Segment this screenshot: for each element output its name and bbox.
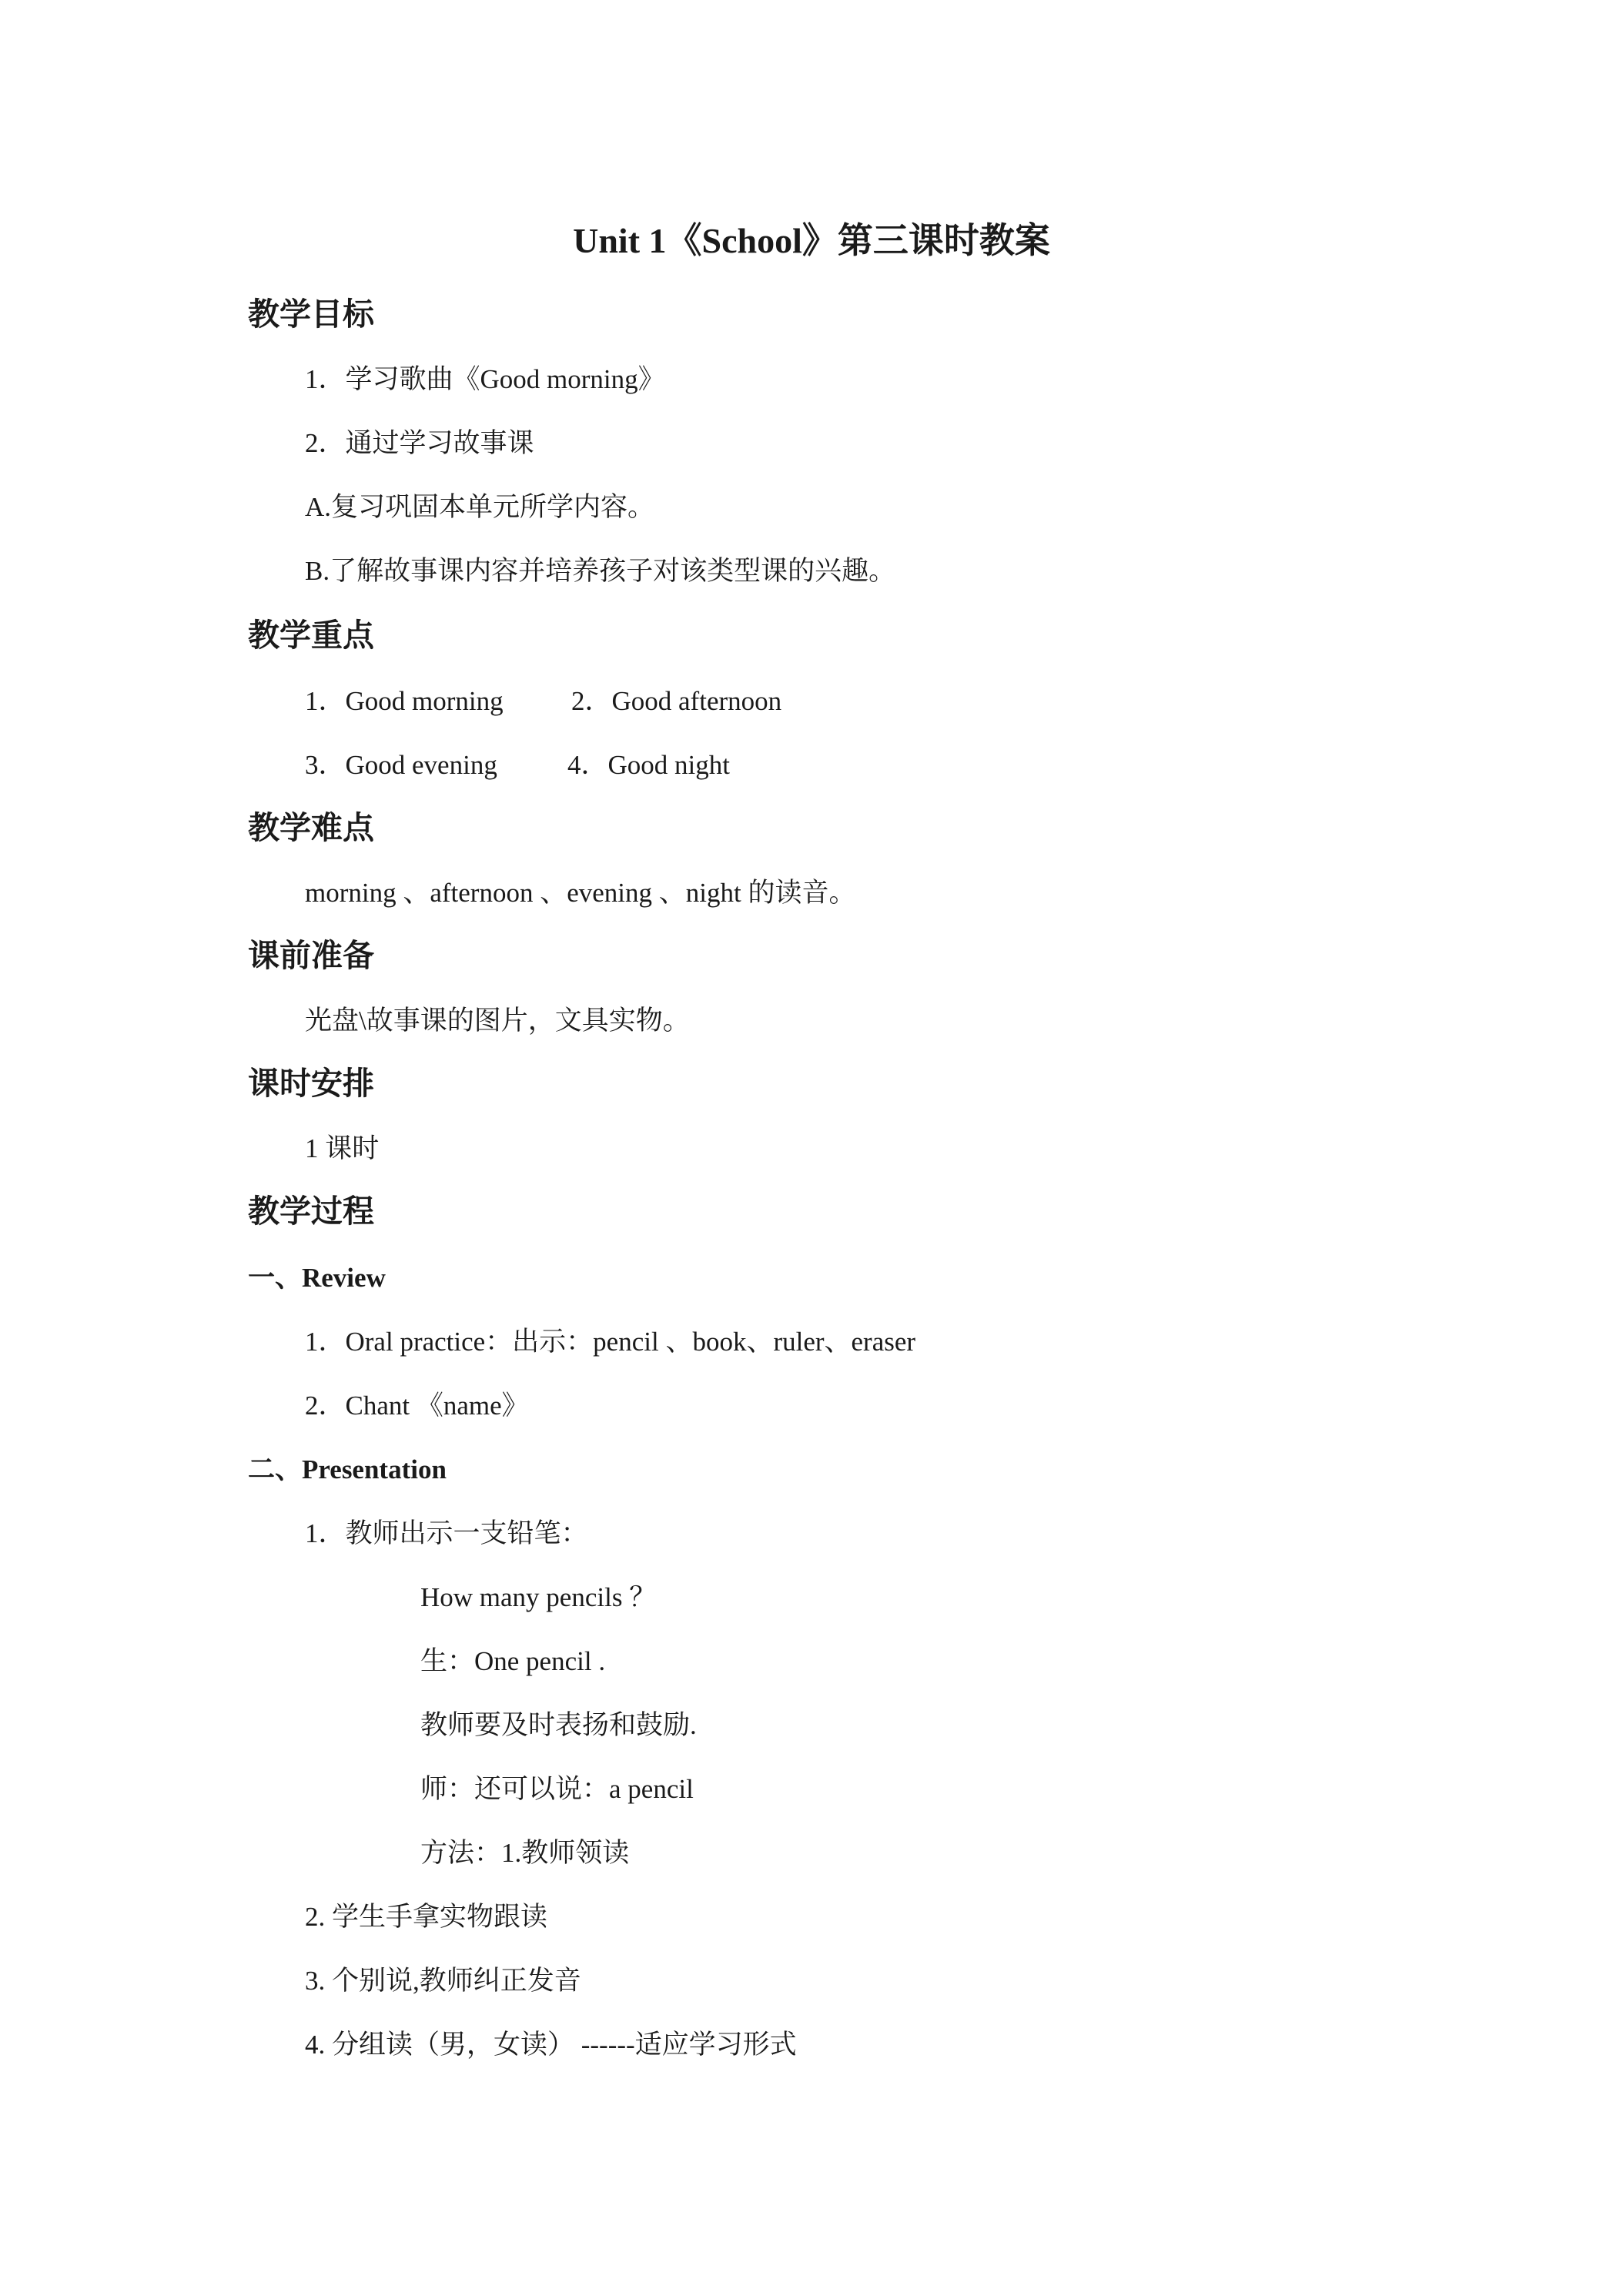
- presentation-step: 4. 分组读（男，女读） ------适应学习形式: [305, 2030, 797, 2060]
- key-point-item: 4．Good night: [567, 750, 730, 780]
- schedule-text: 1 课时: [305, 1133, 380, 1163]
- objectives-heading: 教学目标: [248, 296, 374, 332]
- key-point-item: 1．Good morning: [305, 686, 504, 716]
- key-point-item: 3．Good evening: [305, 750, 497, 780]
- objective-item: B.了解故事课内容并培养孩子对该类型课的兴趣。: [305, 556, 896, 586]
- review-heading: 一、Review: [248, 1263, 386, 1293]
- objective-item: A.复习巩固本单元所学内容。: [305, 492, 655, 522]
- process-heading: 教学过程: [248, 1193, 374, 1229]
- difficulties-heading: 教学难点: [248, 810, 374, 845]
- dialogue-line: 生：One pencil .: [420, 1646, 606, 1676]
- presentation-step: 1．教师出示一支铅笔：: [305, 1518, 588, 1548]
- objective-item: 2．通过学习故事课: [305, 428, 534, 458]
- dialogue-line: 师：还可以说：a pencil: [420, 1774, 694, 1804]
- presentation-heading: 二、Presentation: [248, 1454, 447, 1484]
- document-title: Unit 1《School》第三课时教案: [573, 221, 1050, 260]
- dialogue-line: 教师要及时表扬和鼓励.: [420, 1710, 697, 1740]
- dialogue-line: 方法：1.教师领读: [420, 1838, 630, 1868]
- dialogue-line: How many pencils ？: [420, 1582, 657, 1612]
- key-points-heading: 教学重点: [248, 618, 374, 653]
- preparation-text: 光盘\故事课的图片，文具实物。: [305, 1006, 690, 1036]
- preparation-heading: 课前准备: [248, 938, 374, 973]
- key-point-item: 2．Good afternoon: [571, 686, 782, 716]
- schedule-heading: 课时安排: [248, 1066, 374, 1101]
- presentation-step: 2. 学生手拿实物跟读: [305, 1902, 548, 1932]
- review-item: 2．Chant 《name》: [305, 1391, 529, 1421]
- difficulties-text: morning 、afternoon 、evening 、night 的读音。: [305, 878, 856, 908]
- objective-item: 1．学习歌曲《Good morning》: [305, 364, 665, 394]
- review-item: 1．Oral practice：出示：pencil 、book、ruler、eraser: [305, 1327, 916, 1357]
- presentation-step: 3. 个别说,教师纠正发音: [305, 1966, 581, 1996]
